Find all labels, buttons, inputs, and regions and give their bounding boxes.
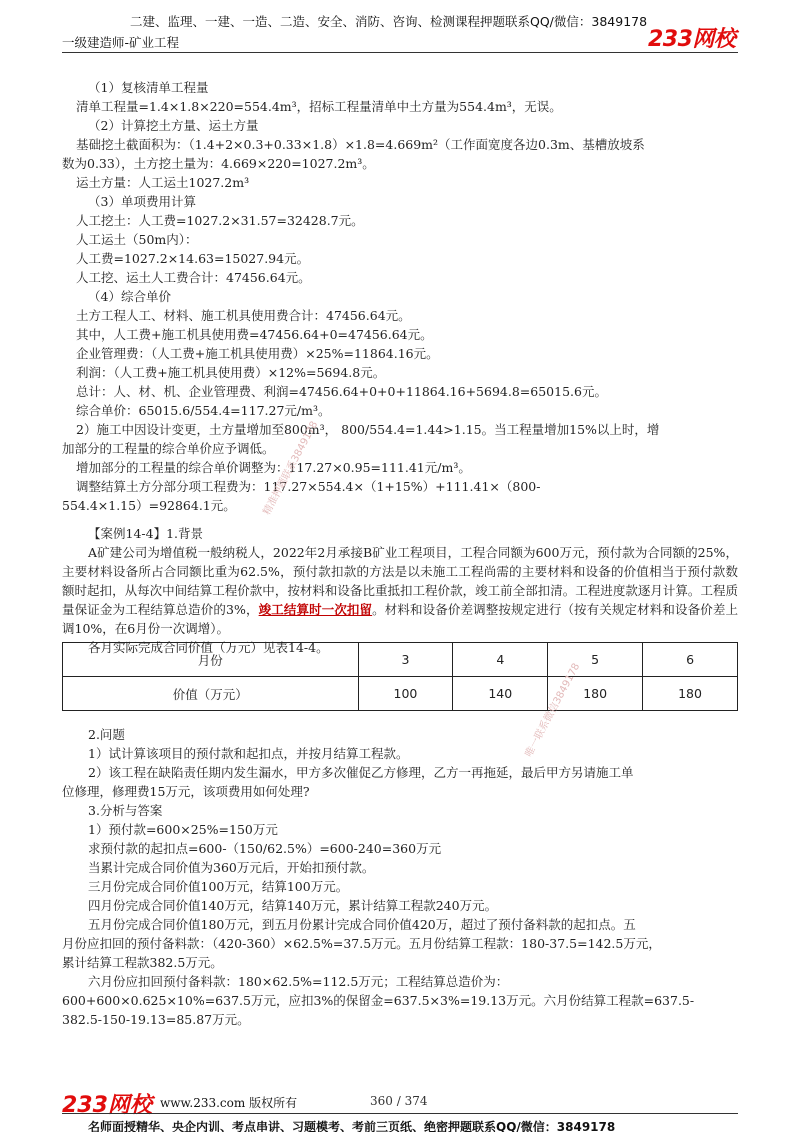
text-line: 增加部分的工程量的综合单价调整为：117.27×0.95=111.41元/m³。 [76, 460, 471, 475]
header-subtitle: 一级建造师-矿业工程 [62, 35, 180, 50]
header-divider [62, 52, 738, 53]
text-line: 其中，人工费+施工机具使用费=47456.64+0=47456.64元。 [76, 327, 433, 342]
text-line: 总计：人、材、机、企业管理费、利润=47456.64+0+0+11864.16+5694.8=65015.6元。 [76, 384, 607, 399]
text-line: 企业管理费：（人工费+施工机具使用费）×25%=11864.16元。 [76, 346, 439, 361]
footer-logo: 233网校 [62, 1093, 152, 1118]
case-title: 【案例14-4】1.背景 [88, 526, 204, 541]
text-line: 2）施工中因设计变更，土方量增加至800m³， 800/554.4=1.44>1.15。当工程量增加15%以上时，增 [76, 422, 660, 437]
text-line: 2.问题 [88, 727, 125, 742]
text-line: 六月份应扣回预付备料款：180×62.5%=112.5万元；工程结算总造价为： [88, 974, 509, 989]
highlighted-phrase: 竣工结算时一次扣留 [258, 602, 373, 617]
text-line: 四月份完成合同价值140万元，结算140万元，累计结算工程款240万元。 [88, 898, 498, 913]
text-line: 人工挖、运土人工费合计：47456.64元。 [76, 270, 311, 285]
text-line: 综合单价：65015.6/554.4=117.27元/m³。 [76, 403, 331, 418]
text-line: 554.4×1.15）=92864.1元。 [62, 498, 236, 513]
text-line: 当累计完成合同价值为360万元后，开始扣预付款。 [88, 860, 375, 875]
table-cell: 180 [643, 677, 738, 711]
footer-banner: 名师面授精华、央企内训、考点串讲、习题模考、考前三页纸、绝密押题联系QQ/微信：3849178 [88, 1120, 616, 1132]
text-line: 五月份完成合同价值180万元，到五月份累计完成合同价值420万，超过了预付备料款的起扣点。五 [88, 917, 636, 932]
text-line: 1）试计算该项目的预付款和起扣点，并按月结算工程款。 [88, 746, 409, 761]
watermark: 精准押题联系3849178 [261, 419, 321, 518]
table-cell: 140 [453, 677, 548, 711]
text-line: 月份应扣回的预付备料款：（420-360）×62.5%=37.5万元。五月份结算工程款：180-37.5=142.5万元， [62, 936, 661, 951]
table-header-cell: 月份 [63, 643, 359, 677]
text-line: （2）计算挖土方量、运土方量 [88, 118, 259, 133]
table-row [63, 643, 738, 677]
calculation-section [62, 78, 738, 518]
table-cell: 3 [358, 643, 453, 677]
page-number: 360 / 374 [370, 1094, 428, 1108]
brand-logo: 233网校 [648, 27, 736, 52]
text-line: 人工费=1027.2×14.63=15027.94元。 [76, 251, 310, 266]
case-section [62, 524, 738, 657]
text-line: 加部分的工程量的综合单价应予调低。 [62, 441, 275, 456]
table-cell: 4 [453, 643, 548, 677]
watermark: 唯一联系微信3849178 [523, 661, 583, 760]
text-line: （3）单项费用计算 [88, 194, 196, 209]
table-header-cell: 价值（万元） [63, 677, 359, 711]
text-line: 累计结算工程款382.5万元。 [62, 955, 223, 970]
case-background-text: A矿建公司为增值税一般纳税人，2022年2月承接B矿业工程项目，工程合同额为600万元，预付款为合同额的25%，主要材料设备所占合同额比重为62.5%，预付款扣款的方法是以未施工工程尚需的主要材料和设备的价值相当于预付款数额时起扣，从每次中间结算工程价款中，按材料和设备比重抵扣工程价款，竣工前全部扣清。工程进度款逐月计算。工程质量保证金为工程结算总造价的3%， [62, 545, 738, 617]
text-line: 清单工程量=1.4×1.8×220=554.4m³，招标工程量清单中土方量为554.4m³，无误。 [76, 99, 562, 114]
table-cell: 180 [548, 677, 643, 711]
table-cell: 6 [643, 643, 738, 677]
header-banner: 二建、监理、一建、一造、二造、安全、消防、咨询、检测课程押题联系QQ/微信：3849178 [130, 14, 648, 29]
text-line: 人工挖土：人工费=1027.2×31.57=32428.7元。 [76, 213, 364, 228]
text-line: 3.分析与答案 [88, 803, 163, 818]
case-background-text-end: 。材料和设备价差调整按规定进行（按有关规定材料和设备价差上调10%，在6月份一次调增）。 [62, 602, 738, 636]
text-line: 382.5-150-19.13=85.87万元。 [62, 1012, 250, 1027]
text-line: 求预付款的起扣点=600-（150/62.5%）=600-240=360万元 [88, 841, 442, 856]
text-line: 人工运土（50m内）： [76, 232, 198, 247]
table-caption: 各月实际完成合同价值（万元）见表14-4。 [88, 640, 329, 655]
text-line: （1）复核清单工程量 [88, 80, 209, 95]
text-line: 三月份完成合同价值100万元，结算100万元。 [88, 879, 349, 894]
case-background [62, 543, 738, 638]
monthly-value-table [62, 642, 738, 711]
text-line: 600+600×0.625×10%=637.5万元，应扣3%的保留金=637.5×3%=19.13万元。六月份结算工程款=637.5- [62, 993, 695, 1008]
text-line: 调整结算土方分部分项工程费为：117.27×554.4×（1+15%）+111.41×（800- [76, 479, 541, 494]
text-line: 位修理，修理费15万元，该项费用如何处理? [62, 784, 310, 799]
table-cell: 100 [358, 677, 453, 711]
table-cell: 5 [548, 643, 643, 677]
footer-copyright: www.233.com 版权所有 [160, 1096, 298, 1110]
text-line: 1）预付款=600×25%=150万元 [88, 822, 278, 837]
answer-section [62, 725, 738, 1029]
text-line: （4）综合单价 [88, 289, 171, 304]
text-line: 数为0.33），土方挖土量为：4.669×220=1027.2m³。 [62, 156, 375, 171]
table-row [63, 677, 738, 711]
text-line: 利润：（人工费+施工机具使用费）×12%=5694.8元。 [76, 365, 386, 380]
text-line: 基础挖土截面积为：（1.4+2×0.3+0.33×1.8）×1.8=4.669m²（工作面宽度各边0.3m、基槽放坡系 [76, 137, 645, 152]
text-line: 运土方量：人工运土1027.2m³ [76, 175, 250, 190]
text-line: 2）该工程在缺陷责任期内发生漏水，甲方多次催促乙方修理，乙方一再拖延，最后甲方另请施工单 [88, 765, 634, 780]
footer-divider [62, 1113, 738, 1114]
text-line: 土方工程人工、材料、施工机具使用费合计：47456.64元。 [76, 308, 411, 323]
